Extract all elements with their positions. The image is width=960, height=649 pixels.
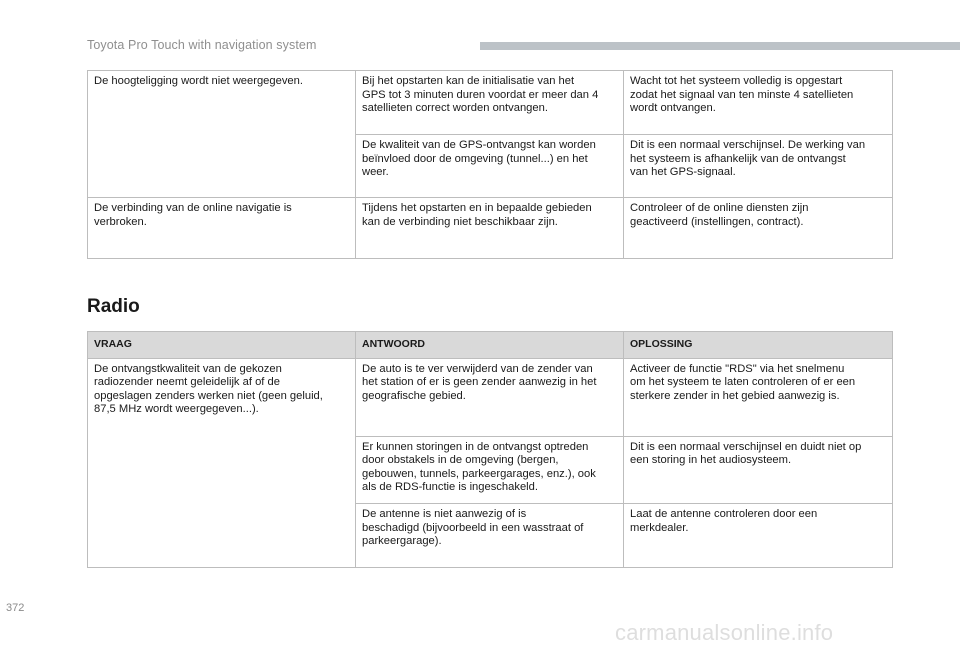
header-bar [480,42,960,50]
solution-cell: Controleer of de online diensten zijn geactiveerd (instellingen, contract). [624,198,893,259]
answer-cell: Er kunnen storingen in de ontvangst optreden door obstakels in de omgeving (bergen, gebouwen, tunnels, parkeergarages, enz.), ook als de RDS-functie is ingeschakeld. [356,436,624,503]
column-header-solution: OPLOSSING [624,332,893,359]
running-header-title: Toyota Pro Touch with navigation system [87,38,317,52]
question-cell: De verbinding van de online navigatie is verbroken. [88,198,356,259]
answer-cell: De auto is te ver verwijderd van de zender van het station of er is geen zender aanwezig in het geografische gebied. [356,358,624,436]
radio-section-title: Radio [87,296,140,317]
answer-cell: De kwaliteit van de GPS-ontvangst kan worden beïnvloed door de omgeving (tunnel...) en het weer. [356,135,624,198]
question-cell: De hoogteligging wordt niet weergegeven. [88,71,356,198]
answer-cell: Bij het opstarten kan de initialisatie van het GPS tot 3 minuten duren voordat er meer dan 4 satellieten correct worden ontvangen. [356,71,624,135]
column-header-question: VRAAG [88,332,356,359]
question-cell: De ontvangstkwaliteit van de gekozen radiozender neemt geleidelijk af of de opgeslagen zenders werken niet (geen geluid, 87,5 MHz wordt weergegeven...). [88,358,356,567]
table-row [88,198,893,259]
column-header-answer: ANTWOORD [356,332,624,359]
answer-cell: Tijdens het opstarten en in bepaalde gebieden kan de verbinding niet beschikbaar zijn. [356,198,624,259]
solution-cell: Activeer de functie "RDS" via het snelmenu om het systeem te laten controleren of er een sterkere zender in het gebied aanwezig is. [624,358,893,436]
page-number: 372 [6,602,25,614]
solution-cell: Wacht tot het systeem volledig is opgestart zodat het signaal van ten minste 4 satellieten wordt ontvangen. [624,71,893,135]
table-header-row [88,332,893,359]
watermark: carmanualsonline.info [615,620,834,645]
table-row [88,71,893,135]
solution-cell: Laat de antenne controleren door een merkdealer. [624,503,893,567]
solution-cell: Dit is een normaal verschijnsel en duidt niet op een storing in het audiosysteem. [624,436,893,503]
solution-cell: Dit is een normaal verschijnsel. De werking van het systeem is afhankelijk van de ontvangst van het GPS-signaal. [624,135,893,198]
radio-troubleshooting-table [87,331,893,568]
table-row [88,358,893,436]
answer-cell: De antenne is niet aanwezig of is beschadigd (bijvoorbeeld in een wasstraat of parkeergarage). [356,503,624,567]
gps-troubleshooting-table [87,70,893,259]
